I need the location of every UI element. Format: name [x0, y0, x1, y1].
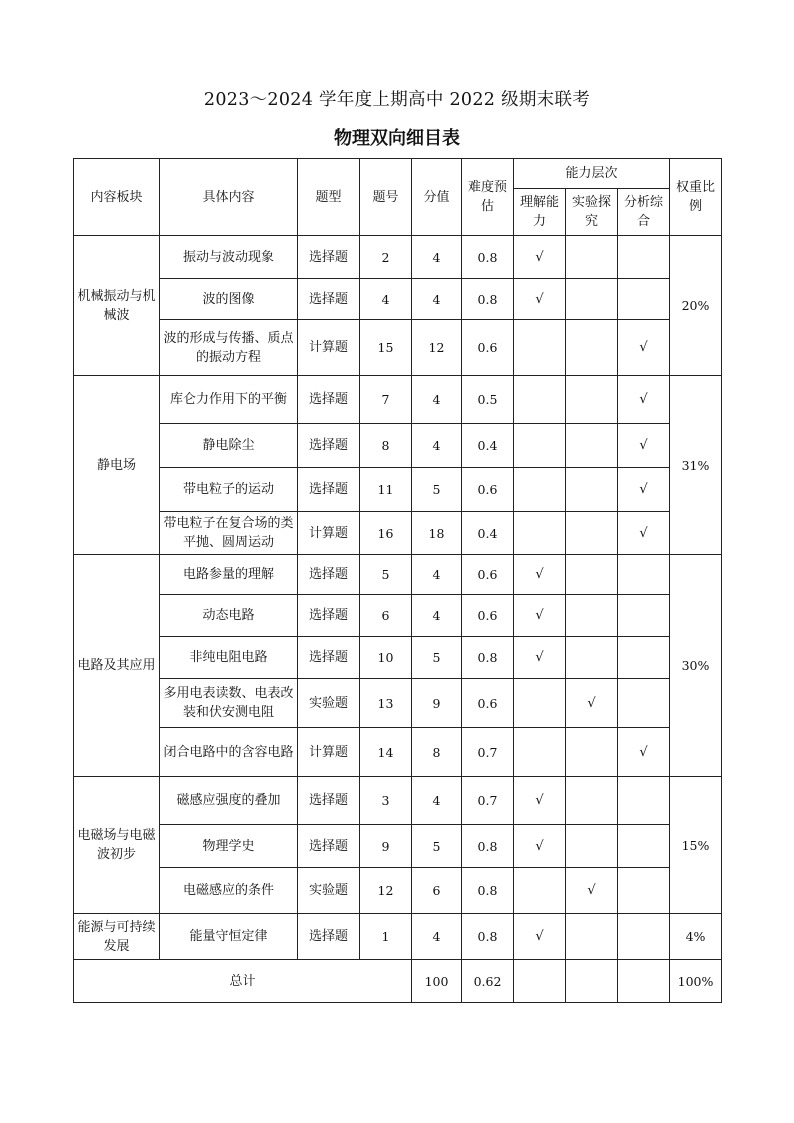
table-row	[74, 914, 722, 960]
content-block: 机械振动与机械波	[74, 236, 160, 376]
analysis-cell	[618, 825, 670, 868]
total-label: 总计	[74, 960, 412, 1003]
type-cell: 选择题	[298, 376, 360, 424]
table-row	[74, 376, 722, 424]
question-no-cell: 11	[360, 468, 412, 512]
difficulty-cell: 0.6	[462, 595, 514, 637]
question-no-cell: 13	[360, 679, 412, 728]
type-cell: 选择题	[298, 825, 360, 868]
header-score: 分值	[412, 159, 462, 236]
table-row	[74, 424, 722, 468]
analysis-cell: √	[618, 512, 670, 555]
total-difficulty: 0.62	[462, 960, 514, 1003]
analysis-cell	[618, 236, 670, 279]
table-title: 物理双向细目表	[334, 128, 460, 149]
header-no: 题号	[360, 159, 412, 236]
table-row	[74, 555, 722, 595]
total-experiment	[566, 960, 618, 1003]
difficulty-cell: 0.8	[462, 868, 514, 914]
difficulty-cell: 0.7	[462, 777, 514, 825]
content-cell: 电路参量的理解	[160, 555, 298, 595]
content-block: 静电场	[74, 376, 160, 555]
understand-cell: √	[514, 236, 566, 279]
question-no-cell: 16	[360, 512, 412, 555]
content-cell: 静电除尘	[160, 424, 298, 468]
content-cell: 带电粒子在复合场的类平抛、圆周运动	[160, 512, 298, 555]
experiment-cell	[566, 512, 618, 555]
content-block: 电磁场与电磁波初步	[74, 777, 160, 914]
understand-cell	[514, 376, 566, 424]
type-cell: 选择题	[298, 595, 360, 637]
table-row	[74, 279, 722, 320]
question-no-cell: 12	[360, 868, 412, 914]
header-ability: 能力层次	[514, 159, 670, 189]
weight-cell: 30%	[670, 555, 722, 777]
understand-cell: √	[514, 914, 566, 960]
type-cell: 实验题	[298, 868, 360, 914]
table-row	[74, 595, 722, 637]
understand-cell	[514, 320, 566, 376]
difficulty-cell: 0.8	[462, 914, 514, 960]
experiment-cell	[566, 728, 618, 777]
type-cell: 实验题	[298, 679, 360, 728]
header-understand: 理解能力	[514, 189, 566, 236]
experiment-cell	[566, 637, 618, 679]
analysis-cell	[618, 777, 670, 825]
question-no-cell: 2	[360, 236, 412, 279]
type-cell: 选择题	[298, 914, 360, 960]
question-no-cell: 10	[360, 637, 412, 679]
question-no-cell: 3	[360, 777, 412, 825]
experiment-cell	[566, 595, 618, 637]
score-cell: 4	[412, 595, 462, 637]
content-cell: 闭合电路中的含容电路	[160, 728, 298, 777]
difficulty-cell: 0.6	[462, 468, 514, 512]
type-cell: 选择题	[298, 555, 360, 595]
understand-cell: √	[514, 825, 566, 868]
type-cell: 选择题	[298, 279, 360, 320]
table-row	[74, 728, 722, 777]
table-row	[74, 777, 722, 825]
type-cell: 计算题	[298, 728, 360, 777]
question-no-cell: 1	[360, 914, 412, 960]
weight-cell: 4%	[670, 914, 722, 960]
understand-cell	[514, 424, 566, 468]
analysis-cell: √	[618, 424, 670, 468]
total-row	[74, 960, 722, 1003]
experiment-cell	[566, 777, 618, 825]
total-weight: 100%	[670, 960, 722, 1003]
score-cell: 5	[412, 637, 462, 679]
score-cell: 4	[412, 236, 462, 279]
type-cell: 选择题	[298, 777, 360, 825]
experiment-cell	[566, 468, 618, 512]
table-row	[74, 320, 722, 376]
score-cell: 6	[412, 868, 462, 914]
experiment-cell: √	[566, 679, 618, 728]
analysis-cell	[618, 555, 670, 595]
content-cell: 库仑力作用下的平衡	[160, 376, 298, 424]
understand-cell: √	[514, 555, 566, 595]
header-difficulty: 难度预估	[462, 159, 514, 236]
weight-cell: 15%	[670, 777, 722, 914]
difficulty-cell: 0.8	[462, 825, 514, 868]
content-cell: 波的形成与传播、质点的振动方程	[160, 320, 298, 376]
content-cell: 能量守恒定律	[160, 914, 298, 960]
question-no-cell: 15	[360, 320, 412, 376]
experiment-cell	[566, 555, 618, 595]
analysis-cell	[618, 679, 670, 728]
difficulty-cell: 0.6	[462, 679, 514, 728]
score-cell: 4	[412, 555, 462, 595]
experiment-cell	[566, 376, 618, 424]
understand-cell	[514, 868, 566, 914]
header-block: 内容板块	[74, 159, 160, 236]
score-cell: 4	[412, 376, 462, 424]
score-cell: 18	[412, 512, 462, 555]
experiment-cell	[566, 279, 618, 320]
table-row	[74, 468, 722, 512]
score-cell: 4	[412, 279, 462, 320]
content-cell: 非纯电阻电路	[160, 637, 298, 679]
question-no-cell: 6	[360, 595, 412, 637]
analysis-cell: √	[618, 320, 670, 376]
analysis-cell	[618, 868, 670, 914]
score-cell: 5	[412, 468, 462, 512]
type-cell: 计算题	[298, 320, 360, 376]
type-cell: 选择题	[298, 236, 360, 279]
question-no-cell: 7	[360, 376, 412, 424]
difficulty-cell: 0.6	[462, 555, 514, 595]
analysis-cell: √	[618, 728, 670, 777]
question-no-cell: 9	[360, 825, 412, 868]
total-analysis	[618, 960, 670, 1003]
document-title: 2023～2024 学年度上期高中 2022 级期末联考	[203, 90, 591, 110]
experiment-cell: √	[566, 868, 618, 914]
header-content: 具体内容	[160, 159, 298, 236]
experiment-cell	[566, 424, 618, 468]
table-row	[74, 236, 722, 279]
score-cell: 4	[412, 914, 462, 960]
analysis-cell	[618, 914, 670, 960]
table-row	[74, 679, 722, 728]
score-cell: 4	[412, 777, 462, 825]
question-no-cell: 14	[360, 728, 412, 777]
header-analysis: 分析综合	[618, 189, 670, 236]
understand-cell: √	[514, 595, 566, 637]
type-cell: 选择题	[298, 424, 360, 468]
score-cell: 9	[412, 679, 462, 728]
experiment-cell	[566, 914, 618, 960]
analysis-cell	[618, 595, 670, 637]
analysis-cell: √	[618, 468, 670, 512]
total-understand	[514, 960, 566, 1003]
difficulty-cell: 0.4	[462, 424, 514, 468]
understand-cell: √	[514, 279, 566, 320]
understand-cell: √	[514, 777, 566, 825]
header-type: 题型	[298, 159, 360, 236]
weight-cell: 31%	[670, 376, 722, 555]
difficulty-cell: 0.8	[462, 279, 514, 320]
difficulty-cell: 0.7	[462, 728, 514, 777]
understand-cell	[514, 679, 566, 728]
detail-table	[73, 158, 722, 1003]
header-experiment: 实验探究	[566, 189, 618, 236]
content-cell: 磁感应强度的叠加	[160, 777, 298, 825]
total-score: 100	[412, 960, 462, 1003]
score-cell: 12	[412, 320, 462, 376]
table-row	[74, 825, 722, 868]
understand-cell: √	[514, 637, 566, 679]
difficulty-cell: 0.8	[462, 236, 514, 279]
experiment-cell	[566, 320, 618, 376]
score-cell: 4	[412, 424, 462, 468]
type-cell: 计算题	[298, 512, 360, 555]
header-weight: 权重比例	[670, 159, 722, 236]
experiment-cell	[566, 825, 618, 868]
question-no-cell: 4	[360, 279, 412, 320]
content-block: 能源与可持续发展	[74, 914, 160, 960]
understand-cell	[514, 512, 566, 555]
understand-cell	[514, 468, 566, 512]
type-cell: 选择题	[298, 468, 360, 512]
content-cell: 动态电路	[160, 595, 298, 637]
content-cell: 带电粒子的运动	[160, 468, 298, 512]
difficulty-cell: 0.4	[462, 512, 514, 555]
header-row	[74, 159, 722, 189]
score-cell: 8	[412, 728, 462, 777]
difficulty-cell: 0.8	[462, 637, 514, 679]
type-cell: 选择题	[298, 637, 360, 679]
question-no-cell: 5	[360, 555, 412, 595]
question-no-cell: 8	[360, 424, 412, 468]
table-row	[74, 512, 722, 555]
table-row	[74, 868, 722, 914]
understand-cell	[514, 728, 566, 777]
difficulty-cell: 0.5	[462, 376, 514, 424]
content-cell: 电磁感应的条件	[160, 868, 298, 914]
weight-cell: 20%	[670, 236, 722, 376]
analysis-cell: √	[618, 376, 670, 424]
experiment-cell	[566, 236, 618, 279]
content-cell: 多用电表读数、电表改装和伏安测电阻	[160, 679, 298, 728]
content-block: 电路及其应用	[74, 555, 160, 777]
analysis-cell	[618, 279, 670, 320]
content-cell: 物理学史	[160, 825, 298, 868]
content-cell: 振动与波动现象	[160, 236, 298, 279]
difficulty-cell: 0.6	[462, 320, 514, 376]
content-cell: 波的图像	[160, 279, 298, 320]
analysis-cell	[618, 637, 670, 679]
score-cell: 5	[412, 825, 462, 868]
table-row	[74, 637, 722, 679]
